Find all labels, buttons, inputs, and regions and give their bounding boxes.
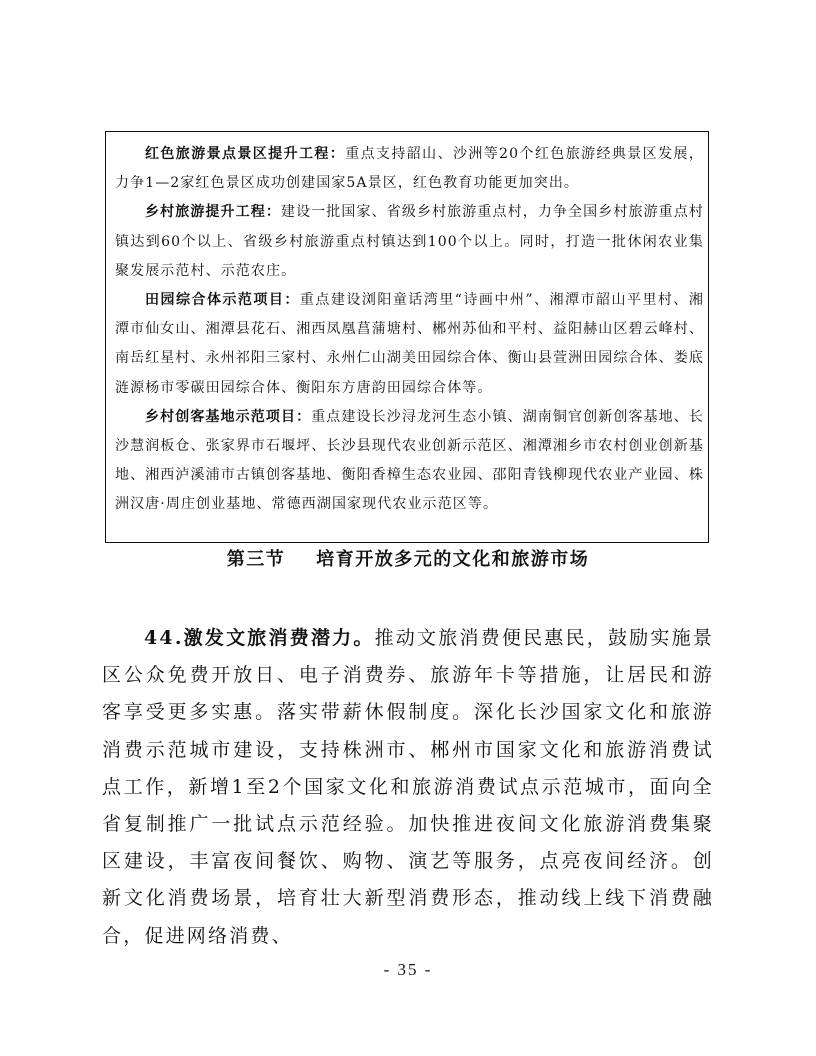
box-paragraph-title: 乡村旅游提升工程： <box>145 204 281 221</box>
box-paragraph-text: 重点建设长沙浔龙河生态小镇、湖南铜官创新创客基地、长沙慧润板仓、张家界市石堰坪、长沙县现代农业创新示范区、湘潭湘乡市农村创业创新基地、湘西泸溪浦市古镇创客基地、衡阳香樟生态农业园、邵阳青钱柳现代农业产业园、株洲汉唐·周庄创业基地、常德西湖国家现代农业示范区等。 <box>115 408 704 513</box>
box-paragraph-maker-base <box>115 403 704 520</box>
body-paragraph-heading: 44.激发文旅消费潜力。 <box>144 627 375 649</box>
box-paragraph-title: 乡村创客基地示范项目： <box>145 408 312 425</box>
body-paragraph <box>102 620 714 955</box>
box-paragraph-title: 红色旅游景点景区提升工程： <box>145 146 346 162</box>
box-paragraph-red-tourism <box>115 140 704 198</box>
section-title: 第三节 培育开放多元的文化和旅游市场 <box>226 549 590 570</box>
body-paragraph-text: 推动文旅消费便民惠民，鼓励实施景区公众免费开放日、电子消费券、旅游年卡等措施，让居民和游客享受更多实惠。落实带薪休假制度。深化长沙国家文化和旅游消费示范城市建设，支持株洲市、郴州市国家文化和旅游消费试点工作，新增1至2个国家文化和旅游消费试点示范城市，面向全省复制推广一批试点示范经验。加快推进夜间文化旅游消费集聚区建设，丰富夜间餐饮、购物、演艺等服务，点亮夜间经济。创新文化消费场景，培育壮大新型消费形态，推动线上线下消费融合，促进网络消费、 <box>102 627 714 947</box>
box-paragraph-rural-tourism <box>115 198 704 286</box>
box-paragraph-text: 建设一批国家、省级乡村旅游重点村，力争全国乡村旅游重点村镇达到60个以上、省级乡村旅游重点村镇达到100个以上。同时，打造一批休闲农业集聚发展示范村、示范农庄。 <box>115 204 704 279</box>
box-paragraph-text: 重点支持韶山、沙洲等20个红色旅游经典景区发展，力争1—2家红色景区成功创建国家5A景区，红色教育功能更加突出。 <box>115 146 704 192</box>
box-paragraph-title: 田园综合体示范项目： <box>145 292 300 309</box>
box-paragraph-text: 重点建设浏阳童话湾里“诗画中州”、湘潭市韶山平里村、湘潭市仙女山、湘潭县花石、湘西凤凰菖蒲塘村、郴州苏仙和平村、益阳赫山区碧云峰村、南岳红星村、永州祁阳三家村、永州仁山湖美田园综合体、衡山县萱洲田园综合体、娄底涟源杨市零碳田园综合体、衡阳东方唐韵田园综合体等。 <box>115 292 705 396</box>
box-paragraph-pastoral-complex <box>115 286 704 403</box>
page-number: - 35 - <box>383 960 433 979</box>
project-box <box>105 131 709 543</box>
